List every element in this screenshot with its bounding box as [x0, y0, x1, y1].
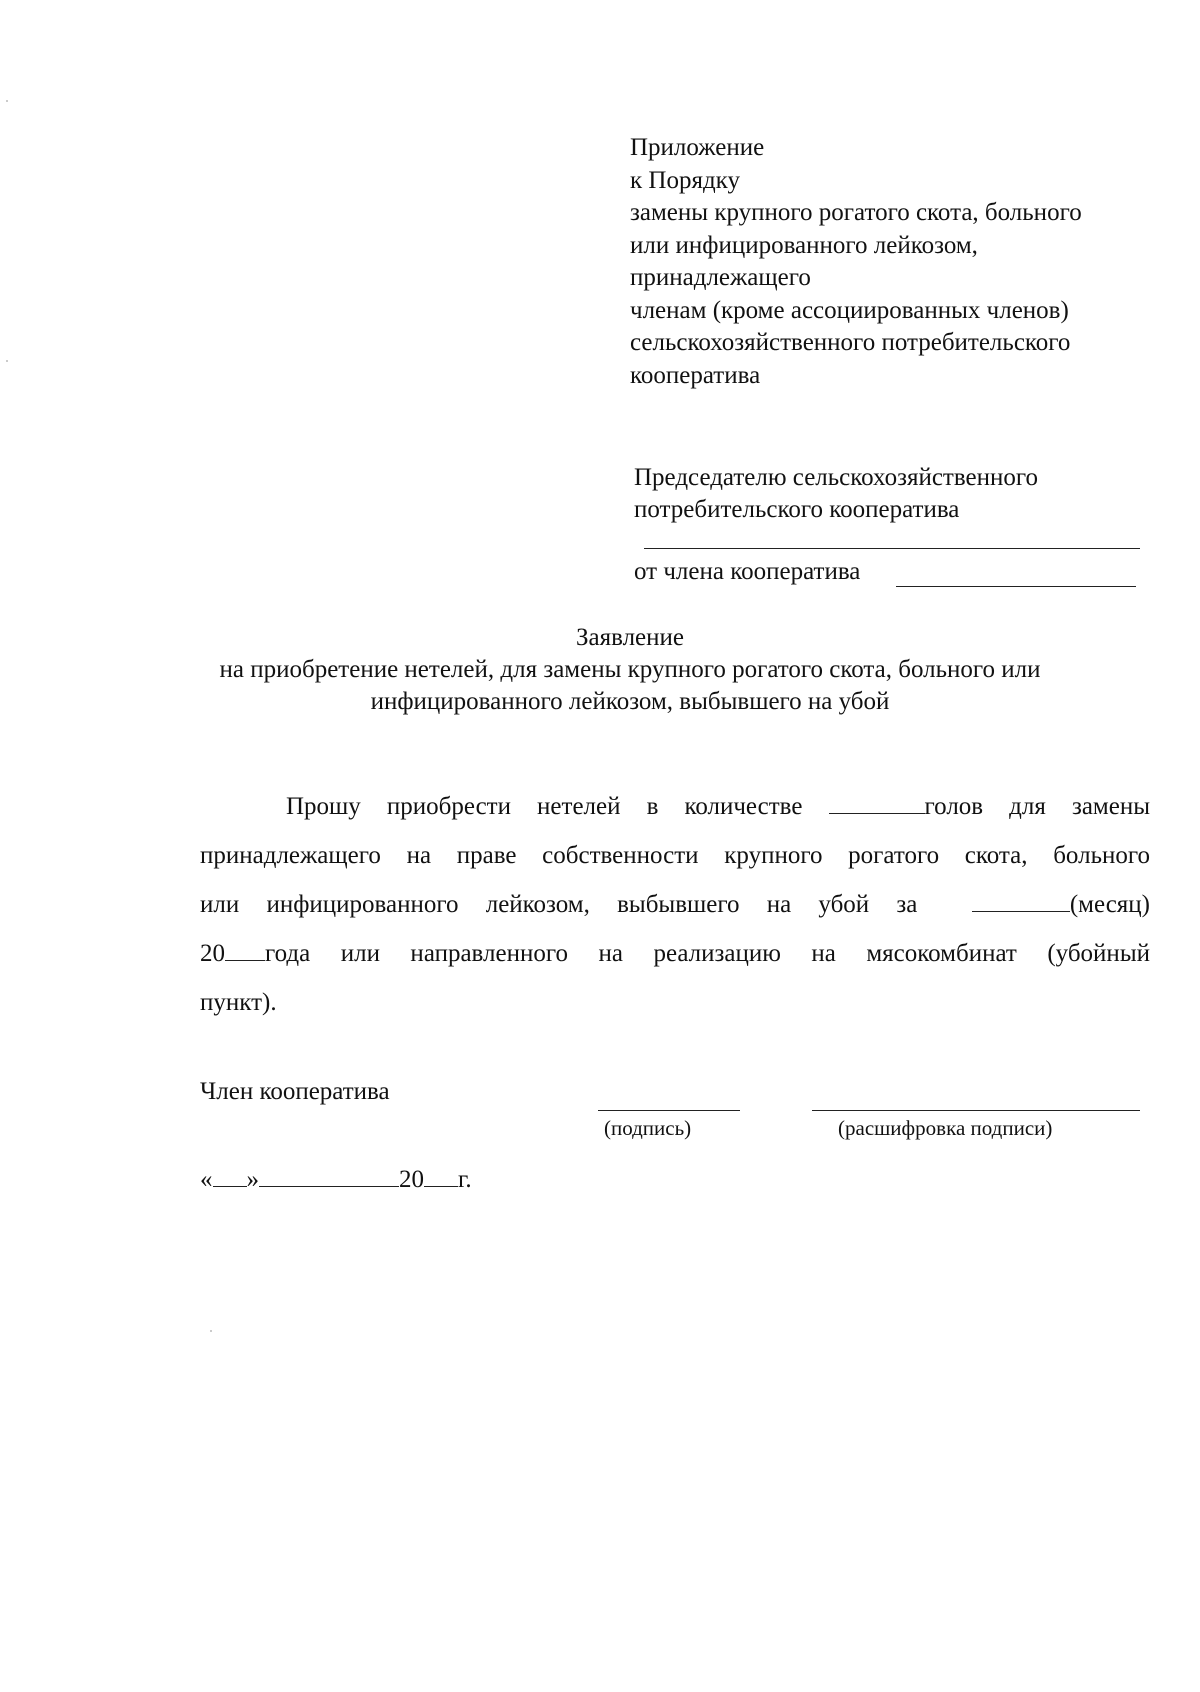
addressee-line: Председателю сельскохозяйственного	[634, 464, 1038, 491]
appendix-line: замены крупного рогатого скота, больного	[630, 199, 1082, 226]
member-label: Член кооператива	[200, 1078, 390, 1105]
addressee-line: потребительского кооператива	[634, 496, 960, 523]
cooperative-name-blank[interactable]	[644, 548, 1140, 549]
statement-title	[180, 622, 1080, 718]
scan-speck	[210, 1330, 212, 1332]
appendix-line: или инфицированного лейкозом,	[630, 231, 978, 259]
date-year-blank[interactable]	[424, 1168, 458, 1187]
signature-decode-caption: (расшифровка подписи)	[838, 1116, 1053, 1140]
scan-speck	[6, 100, 8, 102]
appendix-line: к Порядку	[630, 166, 740, 194]
appendix-line: сельскохозяйственного потребительского	[630, 329, 1071, 356]
body-line	[200, 782, 1150, 831]
body-line	[200, 880, 1150, 929]
month-blank[interactable]	[972, 893, 1070, 912]
body-text: Прошу приобрести нетелей в количестве	[286, 793, 803, 820]
body-text: 20	[200, 940, 225, 967]
body-text: (месяц)	[1069, 891, 1151, 918]
body-line	[200, 929, 1150, 978]
close-quote: »	[246, 1166, 259, 1193]
signature-blank[interactable]	[598, 1110, 740, 1111]
appendix-line: принадлежащего	[630, 264, 811, 291]
open-quote: «	[200, 1166, 213, 1193]
title-line: инфицированного лейкозом, выбывшего на убой	[370, 688, 890, 715]
statement-body	[200, 782, 1150, 1027]
year-blank[interactable]	[225, 942, 265, 961]
date-line	[200, 1166, 472, 1194]
year-prefix: 20	[399, 1166, 424, 1193]
appendix-line: Приложение	[630, 134, 765, 161]
addressee-block	[634, 462, 1174, 526]
appendix-header	[630, 132, 1170, 392]
title-line: на приобретение нетелей, для замены крупного рогатого скота, больного или	[219, 656, 1041, 683]
appendix-line: членам (кроме ассоциированных членов)	[630, 296, 1069, 324]
body-line: пункт).	[200, 989, 277, 1016]
scan-speck	[6, 360, 8, 362]
signature-caption: (подпись)	[604, 1116, 692, 1140]
body-line: принадлежащего на праве собственности крупного рогатого скота, больного	[200, 842, 1150, 869]
quantity-blank[interactable]	[829, 795, 925, 814]
member-name-blank[interactable]	[896, 586, 1136, 587]
body-text: года или направленного на реализацию на мясокомбинат (убойный	[265, 940, 1150, 967]
appendix-line: кооператива	[630, 361, 761, 389]
day-blank[interactable]	[213, 1168, 247, 1187]
month-name-blank[interactable]	[259, 1168, 399, 1187]
body-text: или инфицированного лейкозом, выбывшего на убой за	[200, 891, 918, 918]
signature-decode-blank[interactable]	[812, 1110, 1140, 1111]
title-heading: Заявление	[575, 624, 685, 651]
year-suffix: г.	[458, 1166, 472, 1193]
from-member-line	[634, 558, 860, 586]
from-member-label: от члена кооператива	[634, 558, 861, 585]
body-text: голов для замены	[924, 793, 1151, 820]
